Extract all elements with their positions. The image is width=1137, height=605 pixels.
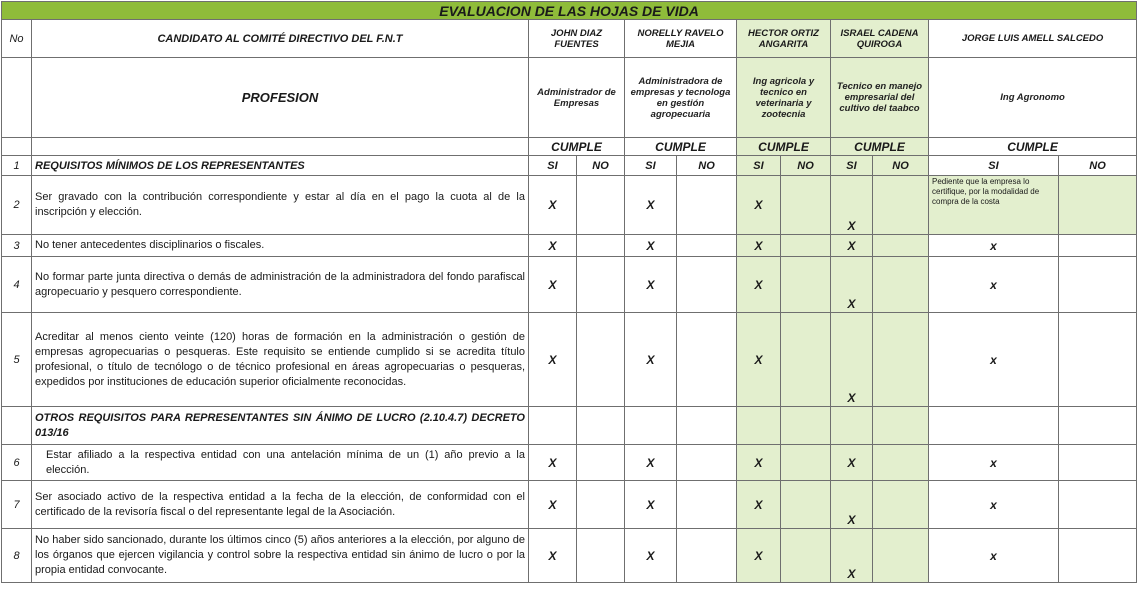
no-col-header: NO [577, 156, 625, 176]
check-mark: x [929, 235, 1059, 257]
check-mark: X [529, 481, 577, 529]
evaluation-table [1, 1, 1137, 583]
check-mark: X [625, 257, 677, 313]
table-row [2, 481, 1137, 529]
table-row [2, 156, 1137, 176]
candidate-name: HECTOR ORTIZ ANGARITA [737, 20, 831, 58]
si-header: SI [831, 156, 873, 176]
check-mark: X [831, 529, 873, 583]
candidate-profession: Ing Agronomo [929, 58, 1137, 138]
check-mark: X [737, 445, 781, 481]
check-mark: X [529, 313, 577, 407]
row-number [2, 407, 32, 445]
requirement-text: Estar afiliado a la respectiva entidad con una antelación mínima de un (1) año previo a la elección. [32, 445, 529, 481]
check-mark: X [737, 529, 781, 583]
table-row [2, 529, 1137, 583]
check-mark: X [831, 176, 873, 235]
check-mark: X [737, 176, 781, 235]
row-number: 8 [2, 529, 32, 583]
cumple-header: CUMPLE [529, 138, 625, 156]
check-mark: X [529, 257, 577, 313]
section-heading: REQUISITOS MÍNIMOS DE LOS REPRESENTANTES [32, 156, 529, 176]
row-number: 1 [2, 156, 32, 176]
requirement-text: Ser asociado activo de la respectiva entidad a la fecha de la elección, de conformidad con el certificado de la revisoría fiscal o del representante legal de la Asociación. [32, 481, 529, 529]
no-col-header: NO [1059, 156, 1137, 176]
check-mark: X [625, 313, 677, 407]
check-mark: X [529, 176, 577, 235]
table-row [2, 313, 1137, 407]
row-number: 2 [2, 176, 32, 235]
section-heading: OTROS REQUISITOS PARA REPRESENTANTES SIN ÁNIMO DE LUCRO (2.10.4.7) DECRETO 013/16 [32, 407, 529, 445]
table-row [2, 257, 1137, 313]
cumple-header: CUMPLE [831, 138, 929, 156]
cumple-header: CUMPLE [929, 138, 1137, 156]
candidate-name: JORGE LUIS AMELL SALCEDO [929, 20, 1137, 58]
check-mark: X [831, 257, 873, 313]
candidate-profession: Administradora de empresas y tecnologa en gestión agropecuaria [625, 58, 737, 138]
si-header: SI [737, 156, 781, 176]
candidate-name: NORELLY RAVELO MEJIA [625, 20, 737, 58]
table-row [2, 235, 1137, 257]
si-header: SI [929, 156, 1059, 176]
check-mark: X [529, 529, 577, 583]
table-row [2, 445, 1137, 481]
candidate-profession: Ing agricola y tecnico en veterinaria y zootecnia [737, 58, 831, 138]
check-mark: X [831, 235, 873, 257]
check-mark: X [831, 313, 873, 407]
requirement-text: No haber sido sancionado, durante los últimos cinco (5) años anteriores a la elección, por alguno de los órganos que ejercen vigilancia y control sobre la respectiva entidad sin ánimo de lucro o por la propia entidad convocante. [32, 529, 529, 583]
no-col-header: NO [781, 156, 831, 176]
candidate-header: CANDIDATO AL COMITÉ DIRECTIVO DEL F.N.T [32, 20, 529, 58]
check-mark: X [529, 445, 577, 481]
page-title: EVALUACION DE LAS HOJAS DE VIDA [2, 2, 1137, 20]
requirement-text: No tener antecedentes disciplinarios o fiscales. [32, 235, 529, 257]
check-mark: x [929, 313, 1059, 407]
check-mark: X [625, 481, 677, 529]
requirement-text: Ser gravado con la contribución correspondiente y estar al día en el pago la cuota al de la inscripción y elección. [32, 176, 529, 235]
candidate-profession: Tecnico en manejo empresarial del cultivo del taabco [831, 58, 929, 138]
cumple-header: CUMPLE [737, 138, 831, 156]
table-row [2, 176, 1137, 235]
row-number: 4 [2, 257, 32, 313]
candidate-name: ISRAEL CADENA QUIROGA [831, 20, 929, 58]
check-mark: x [929, 529, 1059, 583]
check-mark: X [625, 235, 677, 257]
check-mark: X [625, 445, 677, 481]
candidate-name: JOHN DIAZ FUENTES [529, 20, 625, 58]
check-mark: x [929, 257, 1059, 313]
check-mark: X [737, 313, 781, 407]
profesion-header: PROFESION [32, 58, 529, 138]
row-number: 7 [2, 481, 32, 529]
row-number: 6 [2, 445, 32, 481]
row-number: 5 [2, 313, 32, 407]
check-mark: X [737, 257, 781, 313]
check-mark: x [929, 481, 1059, 529]
check-mark: X [625, 176, 677, 235]
check-mark: X [831, 445, 873, 481]
check-mark: X [737, 235, 781, 257]
row-number: 3 [2, 235, 32, 257]
check-mark: X [737, 481, 781, 529]
no-col-header: NO [873, 156, 929, 176]
table-row [2, 407, 1137, 445]
no-header: No [2, 20, 32, 58]
si-header: SI [529, 156, 577, 176]
requirement-text: No formar parte junta directiva o demás de administración de la administradora del fondo parafiscal agropecuario y pesquero correspondiente. [32, 257, 529, 313]
candidate-profession: Administrador de Empresas [529, 58, 625, 138]
si-header: SI [625, 156, 677, 176]
check-mark: x [929, 445, 1059, 481]
check-mark: X [529, 235, 577, 257]
check-mark: X [625, 529, 677, 583]
cumple-header: CUMPLE [625, 138, 737, 156]
pending-note: Pediente que la empresa lo certifique, por la modalidad de compra de la costa [929, 176, 1059, 235]
check-mark: X [831, 481, 873, 529]
no-col-header: NO [677, 156, 737, 176]
requirement-text: Acreditar al menos ciento veinte (120) horas de formación en la administración o gestión de empresas agropecuarias o pesqueras. Este requisito se entiende cumplido si se acredita título profesional, o título de tecnólogo o de técnico profesional en áreas agropecuarias o pesqueras, expedidos por instituciones de educación superior oficialmente reconocidas. [32, 313, 529, 407]
